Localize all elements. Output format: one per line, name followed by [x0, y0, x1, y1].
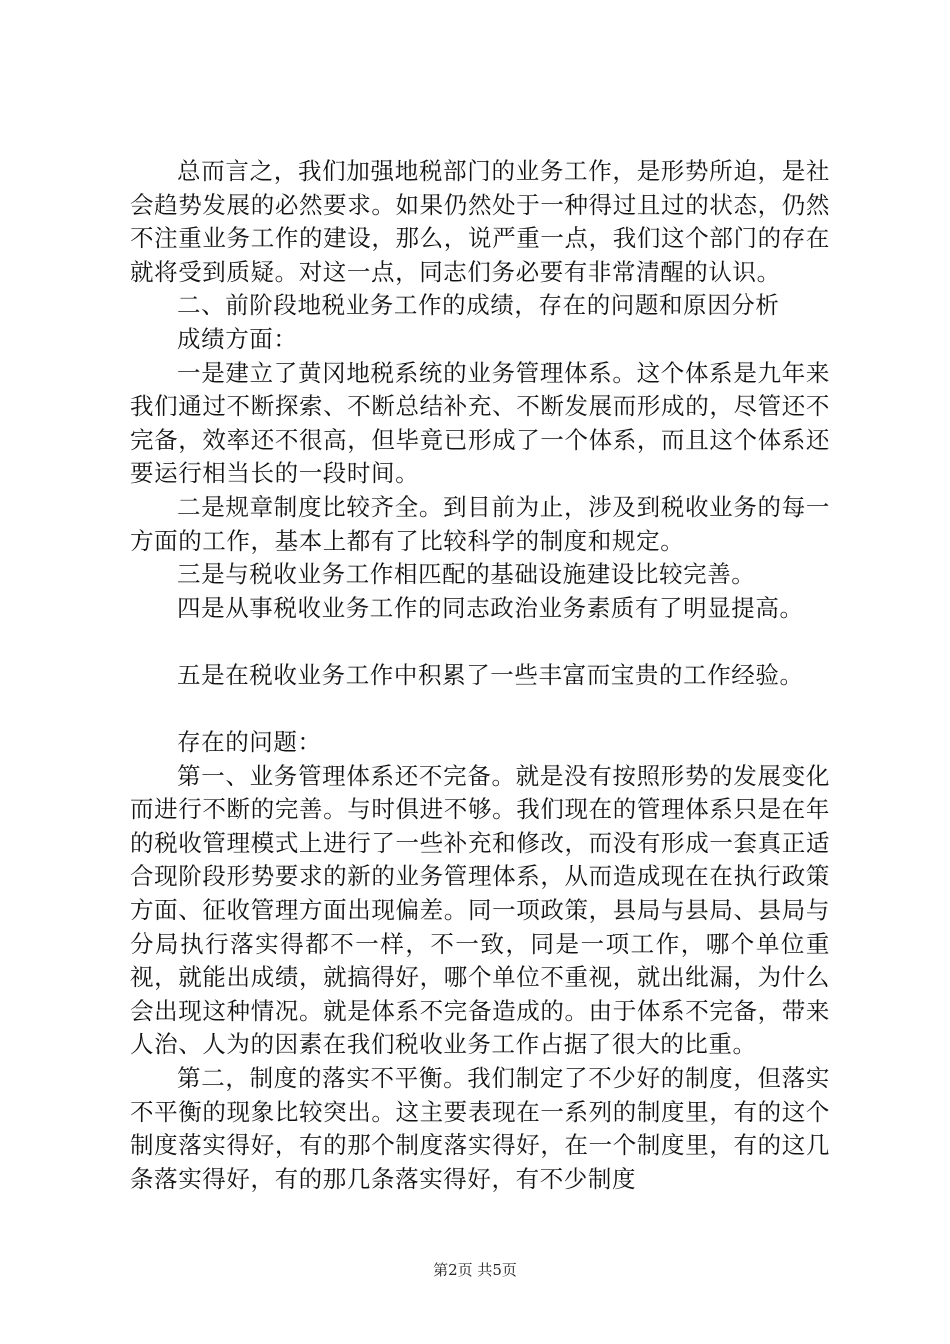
paragraph-achievement-3: 三是与税收业务工作相匹配的基础设施建设比较完善。: [177, 560, 756, 589]
paragraph-problem-1: 第一、业务管理体系还不完备。就是没有按照形势的发展变化而进行不断的完善。与时俱进不够。我们现在的管理体系只是在年的税收管理模式上进行了一些补充和修改，而没有形成一套真正适合现阶段形势要求的新的业务管理体系，从而造成现在在执行政策方面、征收管理方面出现偏差。同一项政策，县局与县局、县局与分局执行落实得都不一样，不一致，同是一项工作，哪个单位重视，就能出成绩，就搞得好，哪个单位不重视，就出纰漏，为什么会出现这种情况。就是体系不完备造成的。由于体系不完备，带来人治、人为的因素在我们税收业务工作占据了很大的比重。: [130, 761, 830, 1059]
page-number-footer: 第2页 共5页: [433, 1261, 517, 1279]
paragraph-achievement-1: 一是建立了黄冈地税系统的业务管理体系。这个体系是九年来我们通过不断探索、不断总结补充、不断发展而形成的，尽管还不完备，效率还不很高，但毕竟已形成了一个体系，而且这个体系还要运行相当长的一段时间。: [130, 358, 830, 488]
paragraph-problem-2: 第二，制度的落实不平衡。我们制定了不少好的制度，但落实不平衡的现象比较突出。这主要表现在一系列的制度里，有的这个制度落实得好，有的那个制度落实得好，在一个制度里，有的这几条落实得好，有的那几条落实得好，有不少制度: [130, 1064, 830, 1193]
subheading-achievements: 成绩方面：: [177, 324, 298, 353]
subheading-problems: 存在的问题：: [177, 728, 322, 757]
paragraph-achievement-2: 二是规章制度比较齐全。到目前为止，涉及到税收业务的每一方面的工作，基本上都有了比较科学的制度和规定。: [130, 492, 830, 555]
section-heading-achievements-problems: 二、前阶段地税业务工作的成绩，存在的问题和原因分析: [177, 291, 780, 320]
paragraph-summary: 总而言之，我们加强地税部门的业务工作，是形势所迫，是社会趋势发展的必然要求。如果仍然处于一种得过且过的状态，仍然不注重业务工作的建设，那么，说严重一点，我们这个部门的存在就将受到质疑。对这一点，同志们务必要有非常清醒的认识。: [130, 157, 830, 286]
paragraph-achievement-4: 四是从事税收业务工作的同志政治业务素质有了明显提高。: [177, 593, 804, 622]
document-body: [130, 155, 830, 1196]
paragraph-achievement-5: 五是在税收业务工作中积累了一些丰富而宝贵的工作经验。: [177, 660, 804, 689]
